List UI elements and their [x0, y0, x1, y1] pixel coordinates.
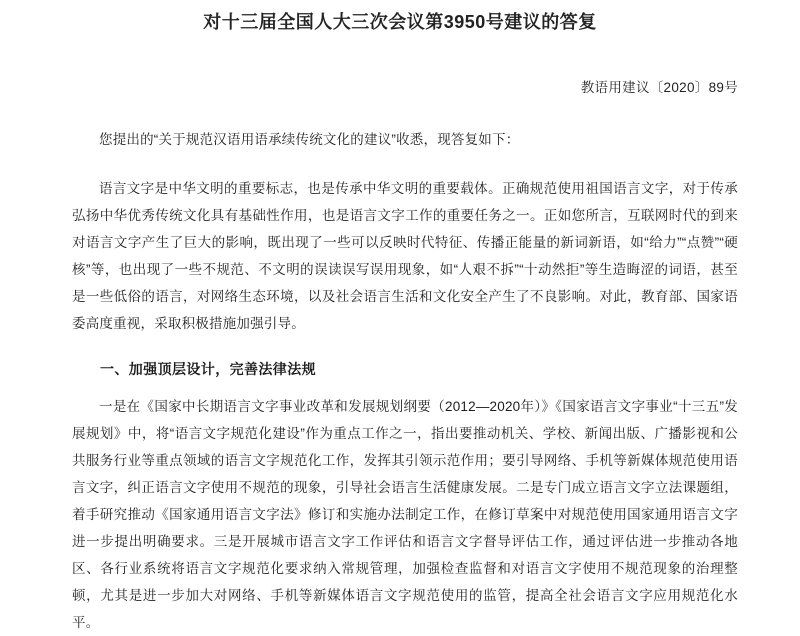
section-heading-1: 一、加强顶层设计，完善法律法规 — [100, 361, 316, 377]
paragraph-section-1-body: 一是在《国家中长期语言文字事业改革和发展规划纲要（2012—2020年）》《国家语言文字事业“十三五”发展规划》中，将“语言文字规范化建设”作为重点工作之一，指出要推动机关、学校、新闻出版、广播影视和公共服务行业等重点领域的语言文字规范化工作，发挥其引领示范作用；要引导网络、手机等新媒体规范使用语言文字，纠正语言文字使用不规范的现象，引导社会语言生活健康发展。二是专门成立语言文字立法课题组，着手研究推动《国家通用语言文字法》修订和实施办法制定工作，在修订草案中对规范使用国家通用语言文字进一步提出明确要求。三是开展城市语言文字工作评估和语言文字督导评估工作，通过评估进一步推动各地区、各行业系统将语言文字规范化要求纳入常规管理，加强检查监督和对语言文字使用不规范现象的治理整顿，尤其是进一步加大对网络、手机等新媒体语言文字规范使用的监管，提高全社会语言文字应用规范化水平。 — [72, 399, 738, 630]
document-body — [0, 126, 800, 636]
paragraph-background: 语言文字是中华文明的重要标志，也是传承中华文明的重要载体。正确规范使用祖国语言文字，对于传承弘扬中华优秀传统文化具有基础性作用，也是语言文字工作的重要任务之一。正如您所言，互联网时代的到来对语言文字产生了巨大的影响，既出现了一些可以反映时代特征、传播正能量的新词新语，如“给力”“点赞”“硬核”等，也出现了一些不规范、不文明的误读误写误用现象，如“人艰不拆”“十动然拒”等生造晦涩的词语，甚至是一些低俗的语言，对网络生态环境，以及社会语言生活和文化安全产生了不良影响。对此，教育部、国家语委高度重视，采取积极措施加强引导。 — [72, 181, 738, 331]
paragraph-opening: 您提出的“关于规范汉语用语承续传统文化的建议”收悉，现答复如下： — [99, 132, 520, 147]
document-number: 教语用建议〔2020〕89号 — [580, 80, 738, 95]
document-title: 对十三届全国人大三次会议第3950号建议的答复 — [203, 12, 597, 32]
